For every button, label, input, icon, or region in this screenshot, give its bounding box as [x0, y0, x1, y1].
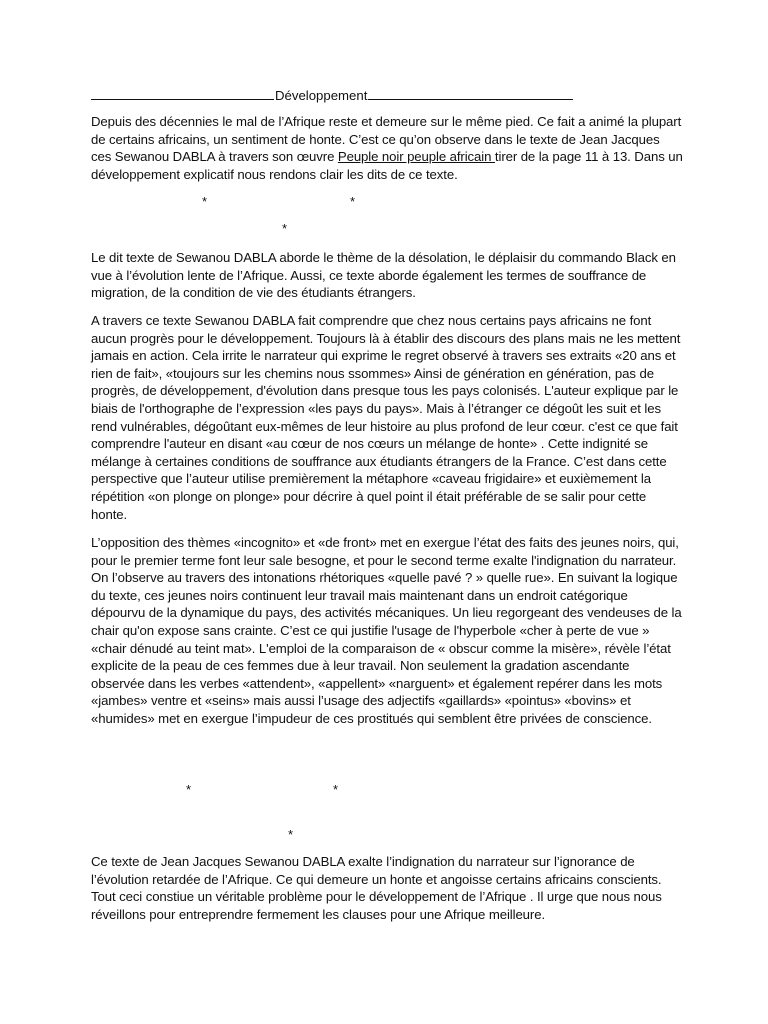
- body-paragraph-3: L’opposition des thèmes «incognito» et «de front» met en exergue l’état des faits des jeunes noirs, qui, pour le premier terme font leur sale besogne, et pour le second terme exalte l'indignation du narrateur. On l’observe au travers des intonations rhétoriques «quelle pavé ? » quelle rue». En suivant la logique du texte, ces jeunes noirs continuent leur travail mais maintenant dans un endroit catégorique dépourvu de la dynamique du pays, des activités mécaniques. Un lieu regorgeant des vendeuses de la chair qu'on expose sans crainte. C’est ce qui justifie l'usage de l'hyperbole «cher à perte de vue » «chair dénudé au teint mat». L'emploi de la comparaison de « obscur comme la misère», révèle l’état explicite de la peau de ces femmes due à leur travail. Non seulement la gradation ascendante observée dans les verbes «attendent», «appellent» «narguent» et également repérer dans les mots «jambes» ventre et «seins» mais aussi l’usage des adjectifs «gaillards» «pointus» «bovins» et «humides» met en exergue l’impudeur de ces prostitués qui semblent être privées de conscience.: [91, 535, 682, 726]
- conclusion-paragraph: Ce texte de Jean Jacques Sewanou DABLA exalte l’indignation du narrateur sur l’ignorance de l’évolution retardée de l’Afrique. Ce qui demeure un honte et angoisse certains africains conscients. Tout ceci constiue un véritable problème pour le développement de l’Afrique . Il urge que nous nous réveillons pour entreprendre fermement les clauses pour une Afrique meilleure.: [91, 854, 662, 922]
- separator-star: *: [282, 221, 288, 236]
- heading-line: [91, 87, 573, 105]
- body-paragraph-1: Le dit texte de Sewanou DABLA aborde le thème de la désolation, le déplaisir du commando Black en vue à l’évolution lente de l’Afrique. Aussi, ce texte aborde également les termes de souffrance de migration, de la condition de vie des étudiants étrangers.: [91, 250, 676, 301]
- separator-star: *: [350, 194, 356, 209]
- separator-star: *: [186, 782, 192, 797]
- separator-star: *: [288, 827, 294, 842]
- body-paragraph-2: A travers ce texte Sewanou DABLA fait comprendre que chez nous certains pays africains ne font aucun progrès pour le développement. Toujours là à établir des discours des plans mais ne les mettent jamais en action. Cela irrite le narrateur qui exprime le regret observé à travers ses extraits «20 ans et rien de fait», «toujours sur les chemins nous ssommes» Ainsi de génération en génération, pas de progrès, de développement, d'évolution dans presque tous les pays colonisés. L'auteur explique par le biais de l'orthographe de l’expression «les pays du pays». Mais à l’étranger ce dégoût les suit et les rend vulnérables, dégoûtant eux-mêmes de leur histoire au plus profond de leur cœur. c'est ce que fait comprendre l'auteur en disant «au cœur de nos cœurs un mélange de honte» . Cette indignité se mélange à certaines conditions de souffrance aux étudiants étrangers de la France. C’est dans cette perspective que l’auteur utilise premièrement la métaphore «caveau frigidaire» et euxièmement la répétition «on plonge on plonge» pour décrire à quel point il était préférable de se salir pour cette honte.: [91, 313, 681, 522]
- heading-rule-left: [91, 88, 274, 100]
- intro-text-start: Depuis des décennies le mal de l’Afrique reste et demeure sur le même pied. Ce fait a animé la plupart de certains africains, un sentiment de honte. C’est ce qu’on observe dans le texte de Jean Jacques ces Sewanou DABLA à travers son œuvre: [91, 114, 682, 165]
- separator-star: *: [202, 194, 208, 209]
- page-title: Développement: [275, 88, 368, 103]
- book-title: Peuple noir peuple africain: [337, 149, 495, 165]
- intro-text-end: tirer de la page 11 à 13. Dans un développement explicatif nous rendons clair les dits de ce texte.: [91, 149, 683, 182]
- heading-rule-right: [368, 88, 573, 100]
- intro-paragraph: [91, 113, 683, 183]
- separator-star: *: [333, 782, 339, 797]
